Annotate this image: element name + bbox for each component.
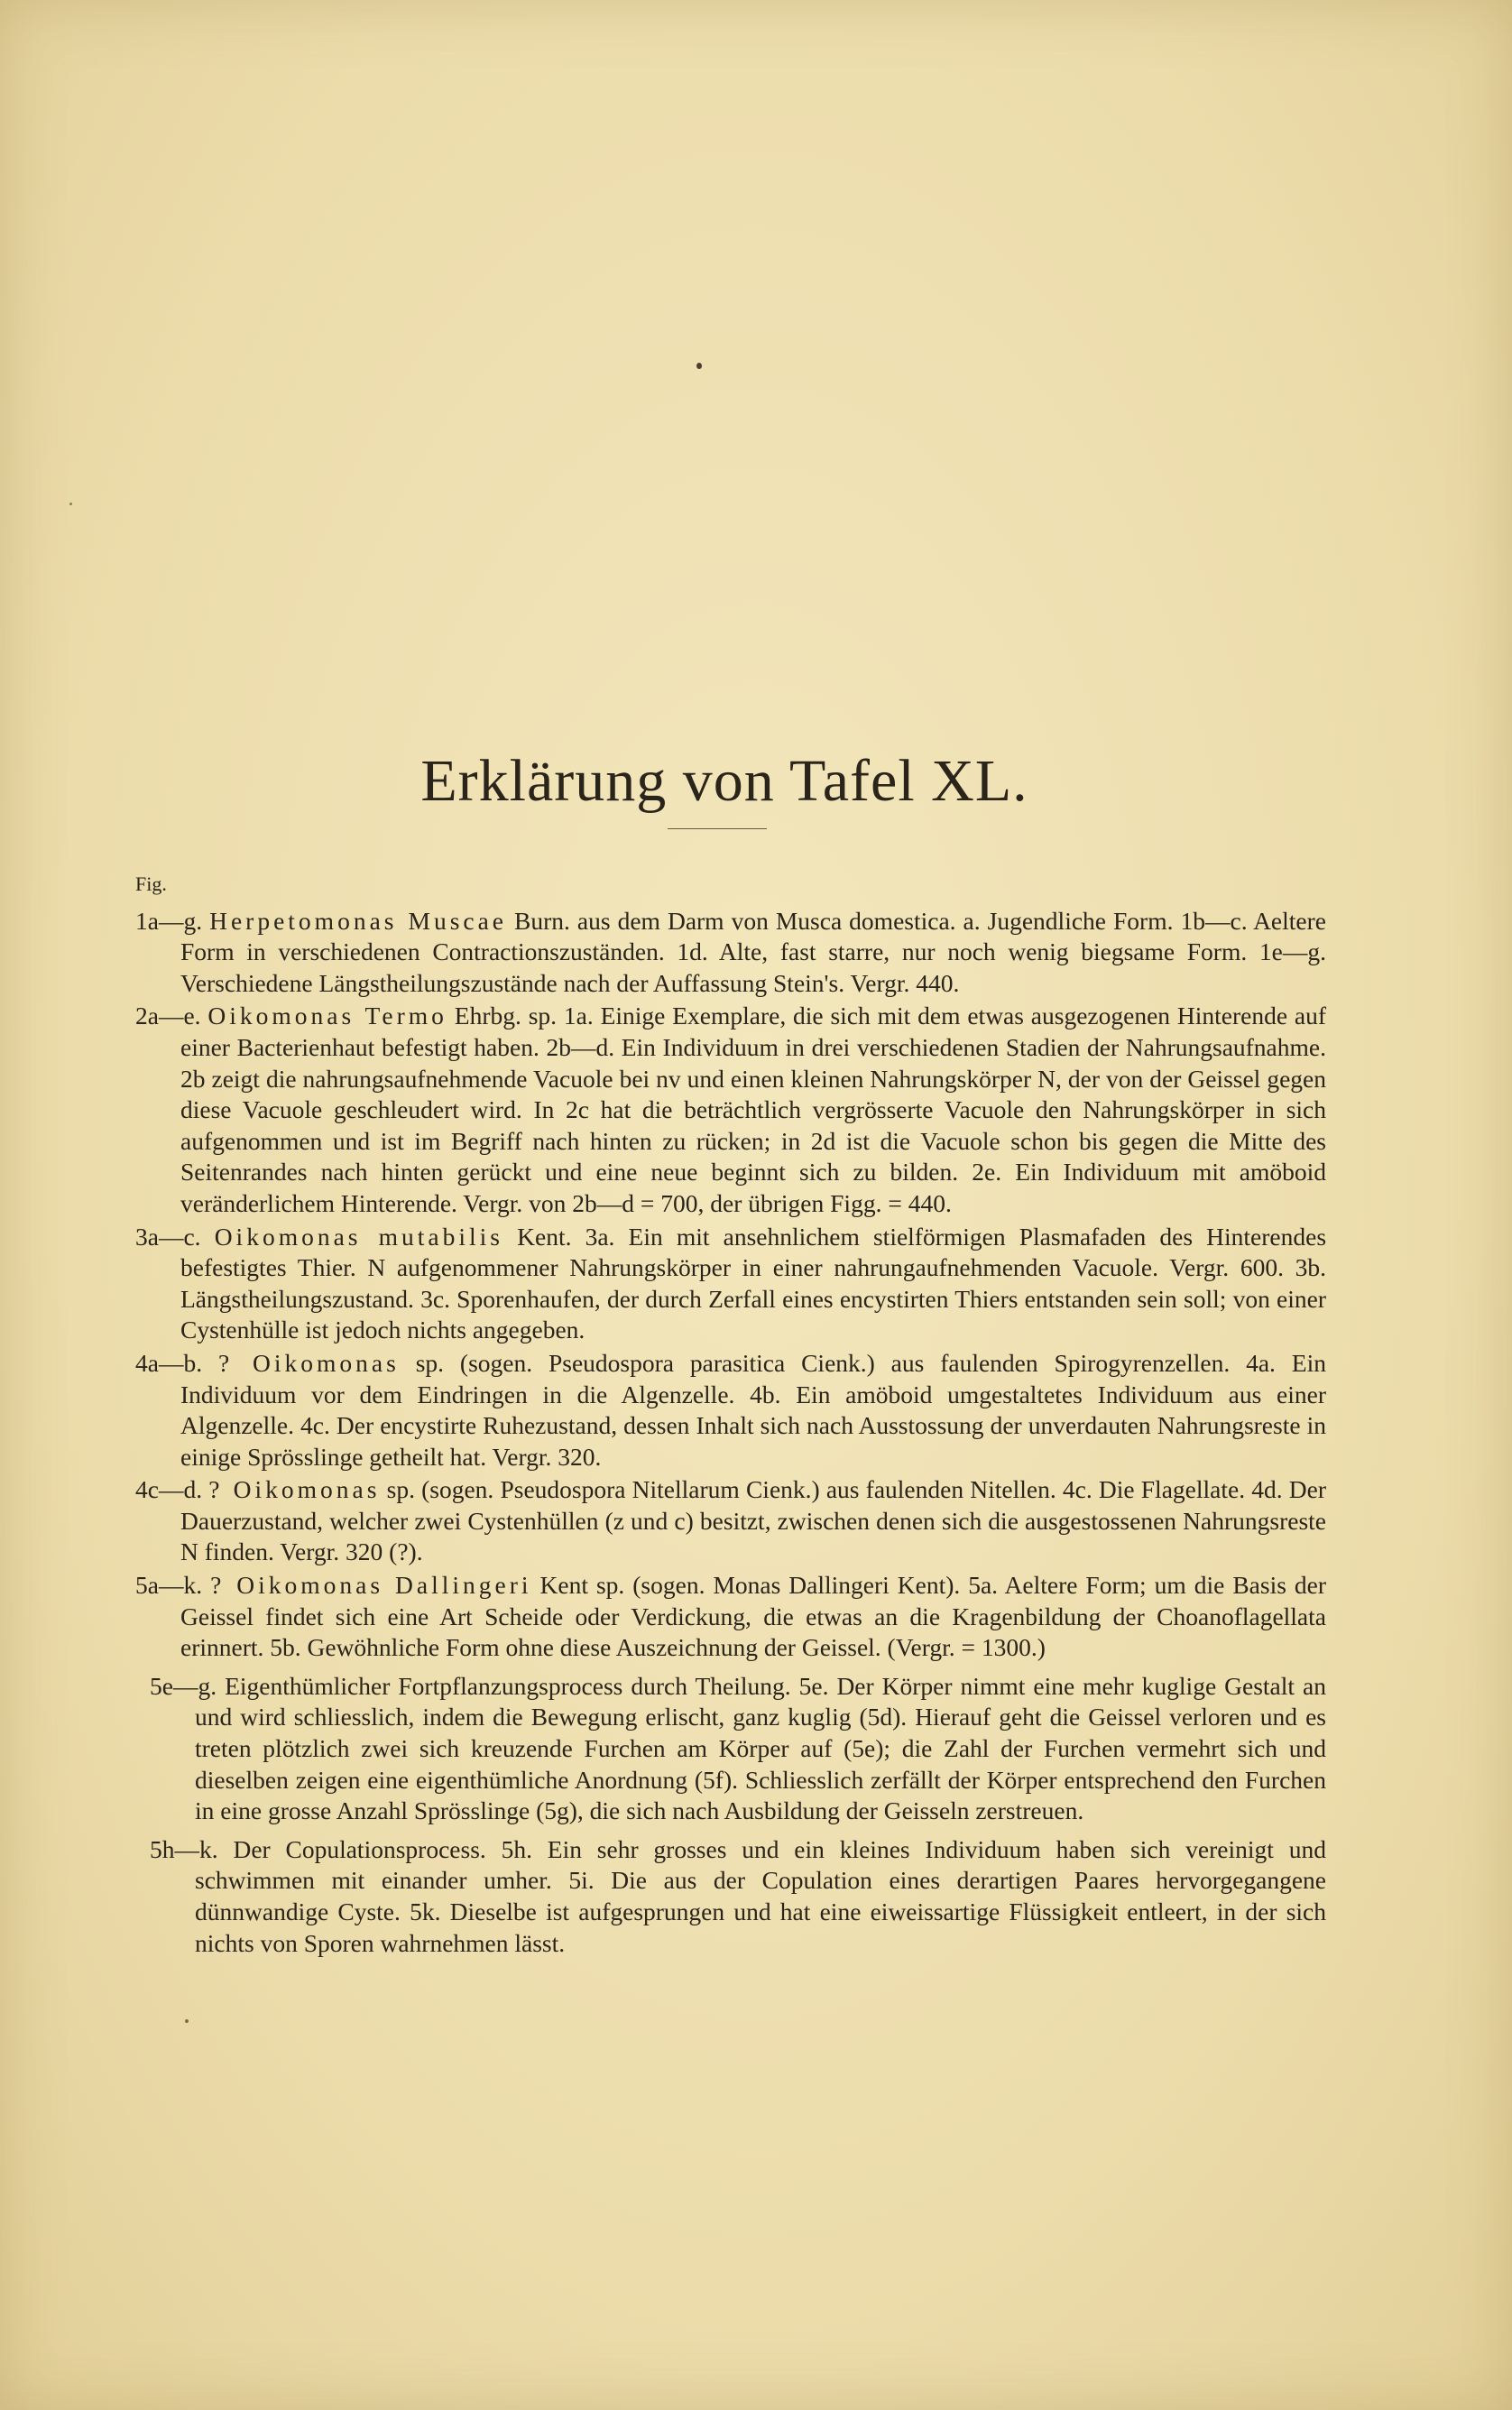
taxon-name: Oikomonas mutabilis [214,1222,503,1251]
figure-explanations [135,869,1326,1961]
taxon-name: Herpetomonas Muscae [209,906,508,935]
title-divider [668,828,767,829]
figure-subentry [135,1834,1326,1959]
figure-subentry [135,1671,1326,1827]
figure-entry [135,1222,1326,1346]
figure-description: Kent. 3a. Ein mit ansehnlichem stielförmigen Plasmafaden des Hinterendes befestigtes Thier. N aufgenommener Nahrungskörper in einer nahrungaufnehmenden Vacuole. Vergr. 600. 3b. Längstheilungszustand. 3c. Sporenhaufen, der durch Zerfall eines encystirten Thiers entstanden sein soll; von einer Cystenhülle ist jedoch nichts angegeben. [180,1222,1327,1344]
figure-description: sp. (sogen. Pseudospora parasitica Cienk.) aus faulenden Spirogyrenzellen. 4a. Ein Individuum vor dem Eindringen in die Algenzelle. 4b. Ein amöboid umgestaltetes Individuum aus einer Algenzelle. 4c. Der encystirte Ruhezustand, dessen Inhalt sich nach Ausstossung der unverdauten Nahrungsreste in einige Sprösslinge getheilt hat. Vergr. 320. [180,1348,1326,1471]
ink-speck [696,363,702,369]
figure-number: 4a—b. [135,1348,203,1377]
figure-description: Der Copulationsprocess. 5h. Ein sehr grosses und ein kleines Individuum haben sich vereinigt und schwimmen mit einander umher. 5i. Die aus der Copulation eines derartigen Paares hervorgegangene dünnwandige Cyste. 5k. Dieselbe ist aufgesprungen und hat eine eiweissartige Flüssigkeit entleert, in der sich nichts von Sporen wahrnehmen lässt. [195,1834,1326,1957]
figure-entry [135,1348,1326,1473]
figure-description: sp. (sogen. Pseudospora Nitellarum Cienk.) aus faulenden Nitellen. 4c. Die Flagellate. 4d. Der Dauerzustand, welcher zwei Cystenhüllen (z und c) besitzt, zwischen denen sich die ausgestossenen Nahrungsreste N finden. Vergr. 320 (?). [180,1475,1327,1566]
fig-label: Fig. [135,873,167,895]
ink-speck [185,2019,189,2023]
figure-number: 2a—e. [135,1002,201,1030]
taxon-name: ? Oikomonas [208,1475,381,1504]
figure-description: Burn. aus dem Darm von Musca domestica. a. Jugendliche Form. 1b—c. Aeltere Form in verschiedenen Contractionszuständen. 1d. Alte, fast starre, nur noch wenig biegsame Form. 1e—g. Verschiedene Längstheilungszustände nach der Auffassung Stein's. Vergr. 440. [180,906,1326,997]
taxon-name: ? Oikomonas [217,1348,400,1377]
figure-number: 4c—d. [135,1475,203,1504]
figure-entry [135,1570,1326,1664]
figure-entry [135,1001,1326,1219]
figure-number: 1a—g. [135,906,203,935]
figure-description: Ehrbg. sp. 1a. Einige Exemplare, die sich mit dem etwas ausgezogenen Hinterende auf einer Bacterienhaut befestigt haben. 2b—d. Ein Individuum in drei verschiedenen Stadien der Nahrungsaufnahme. 2b zeigt die nahrungsaufnehmende Vacuole bei nv und einen kleinen Nahrungskörper N, der von der Geissel gegen diese Vacuole geschleudert wird. In 2c hat die beträchtlich vergrösserte Vacuole den Nahrungskörper in sich aufgenommen und ist im Begriff nach hinten zu rücken; in 2d ist die Vacuole schon bis gegen die Mitte des Seitenrandes nach hinten gerückt und eine neue beginnt sich zu bilden. 2e. Ein Individuum mit amöboid veränderlichem Hinterende. Vergr. von 2b—d = 700, der übrigen Figg. = 440. [180,1002,1327,1217]
figure-description: Eigenthümlicher Fortpflanzungsprocess durch Theilung. 5e. Der Körper nimmt eine mehr kuglige Gestalt an und wird schliesslich, indem die Bewegung erlischt, ganz kuglig (5d). Hierauf geht die Geissel verloren und es treten plötzlich zwei sich kreuzende Furchen am Körper auf (5e); die Zahl der Furchen vermehrt sich und dieselben zeigen eine eigenthümliche Anordnung (5f). Schliesslich zerfällt der Körper entsprechend den Furchen in eine grosse Anzahl Sprösslinge (5g), die sich nach Ausbildung der Geisseln zerstreuen. [195,1671,1326,1825]
figure-number: 5a—k. [135,1571,203,1600]
figure-number: 3a—c. [135,1222,201,1251]
figure-description: Kent sp. (sogen. Monas Dallingeri Kent). 5a. Aeltere Form; um die Basis der Geissel findet sich eine Art Scheide oder Verdickung, die etwas an die Kragenbildung der Choanoflagellata erinnert. 5b. Gewöhnliche Form ohne diese Auszeichnung der Geissel. (Vergr. = 1300.) [180,1571,1327,1662]
page-title: Erklärung von Tafel XL. [420,748,1028,815]
figure-number: 5h—k. [150,1834,218,1863]
taxon-name: ? Oikomonas Dallingeri [210,1571,532,1600]
figure-number: 5e—g. [150,1671,217,1700]
figure-entry [135,1474,1326,1568]
figure-entry [135,906,1326,1000]
ink-speck [69,503,72,505]
taxon-name: Oikomonas Termo [207,1002,447,1030]
